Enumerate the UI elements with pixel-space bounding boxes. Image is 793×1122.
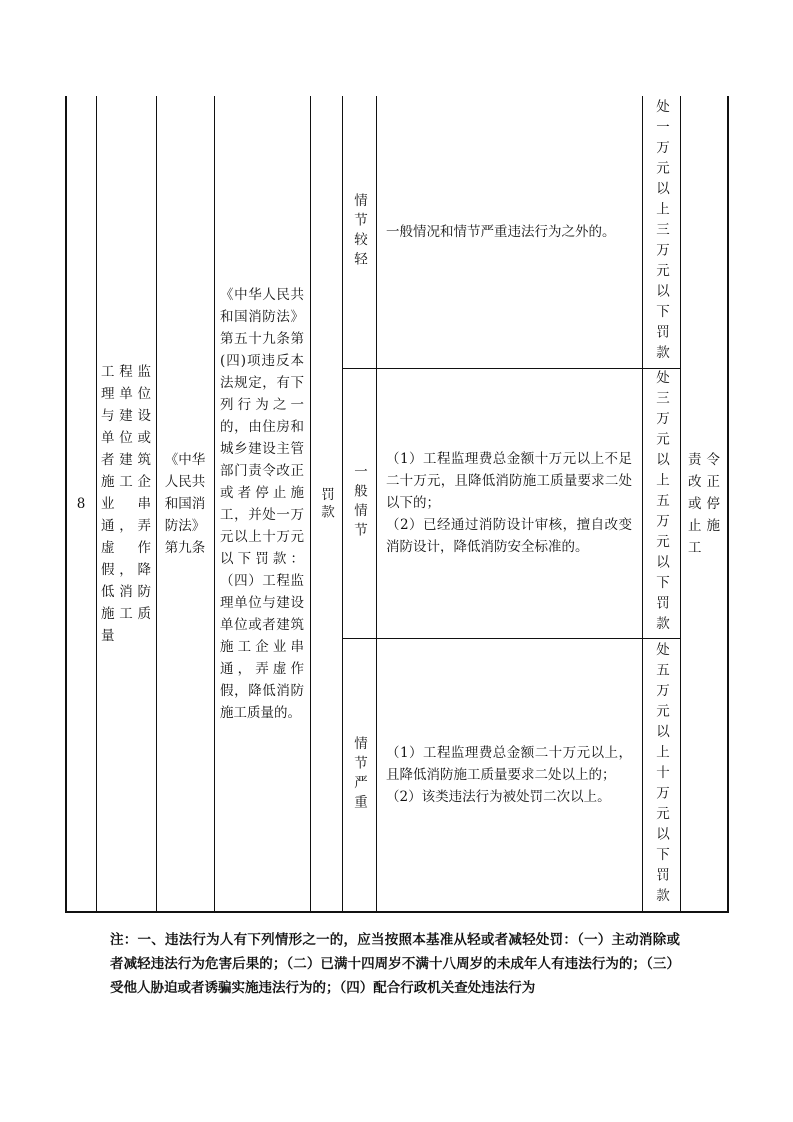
circumstance-text: （1）工程监理费总金额十万元以上不足二十万元，且降低消防施工质量要求二处以下的； （2）已经通过消防设计审核，擅自改变消防设计，降低消防安全标准的。 [386, 451, 632, 555]
legal-basis-cell [156, 96, 214, 912]
legal-basis: 《中华人民共和国消防法》第九条 [164, 452, 206, 556]
severity-cell [342, 368, 376, 638]
sequence-number: 8 [76, 496, 86, 512]
circumstance-cell [376, 96, 642, 368]
severity-label: 一般情节 [351, 464, 367, 542]
penalty-type-cell [310, 96, 342, 912]
circumstance-text: （1）工程监理费总金额二十万元以上，且降低消防施工质量要求二处以上的； （2）该类违法行为被处罚二次以上。 [386, 745, 632, 805]
severity-cell [342, 96, 376, 368]
penalty-amount-cell [642, 96, 680, 368]
penalty-amount-cell [642, 638, 680, 912]
circumstance-cell [376, 638, 642, 912]
violation-description: 工程监理单位与建设单位或者建筑施工企业串通，弄虚作假，降低消防施工质量 [101, 364, 151, 644]
circumstance-text: 一般情况和情节严重违法行为之外的。 [386, 224, 616, 240]
sequence-number-cell [66, 96, 96, 912]
violation-description-cell [96, 96, 156, 912]
penalty-amount-cell [642, 368, 680, 638]
penalty-amount: 处一万元以上三万元以下罚款 [653, 98, 669, 366]
other-measures: 责令改正或停止施工 [688, 452, 720, 556]
footnote: 注：一、违法行为人有下列情形之一的，应当按照本基准从轻或者减轻处罚：（一）主动消除或者减轻违法行为危害后果的；（二）已满十四周岁不满十八周岁的未成年人有违法行为的；（三）受他人胁迫或者诱骗实施违法行为的；（四）配合行政机关查处违法行为 [110, 932, 680, 996]
circumstance-cell [376, 368, 642, 638]
penalty-amount: 处三万元以上五万元以下罚款 [653, 369, 669, 637]
severity-label: 情节较轻 [351, 193, 367, 271]
severity-label: 情节严重 [351, 736, 367, 814]
penalty-provision: 《中华人民共和国消防法》第五十九条第(四)项违反本法规定，有下列行为之一的，由住房和城乡建设主管部门责令改正或者停止施工，并处一万元以上十万元以下罚款：（四）工程监理单位与建设单位或者建筑施工企业串通，弄虚作假，降低消防施工质量的。 [220, 287, 304, 721]
severity-cell [342, 638, 376, 912]
penalty-amount: 处五万元以上十万元以下罚款 [653, 641, 669, 909]
other-measures-cell [680, 96, 728, 912]
penalty-type: 罚款 [318, 486, 334, 522]
penalty-provision-cell [214, 96, 310, 912]
